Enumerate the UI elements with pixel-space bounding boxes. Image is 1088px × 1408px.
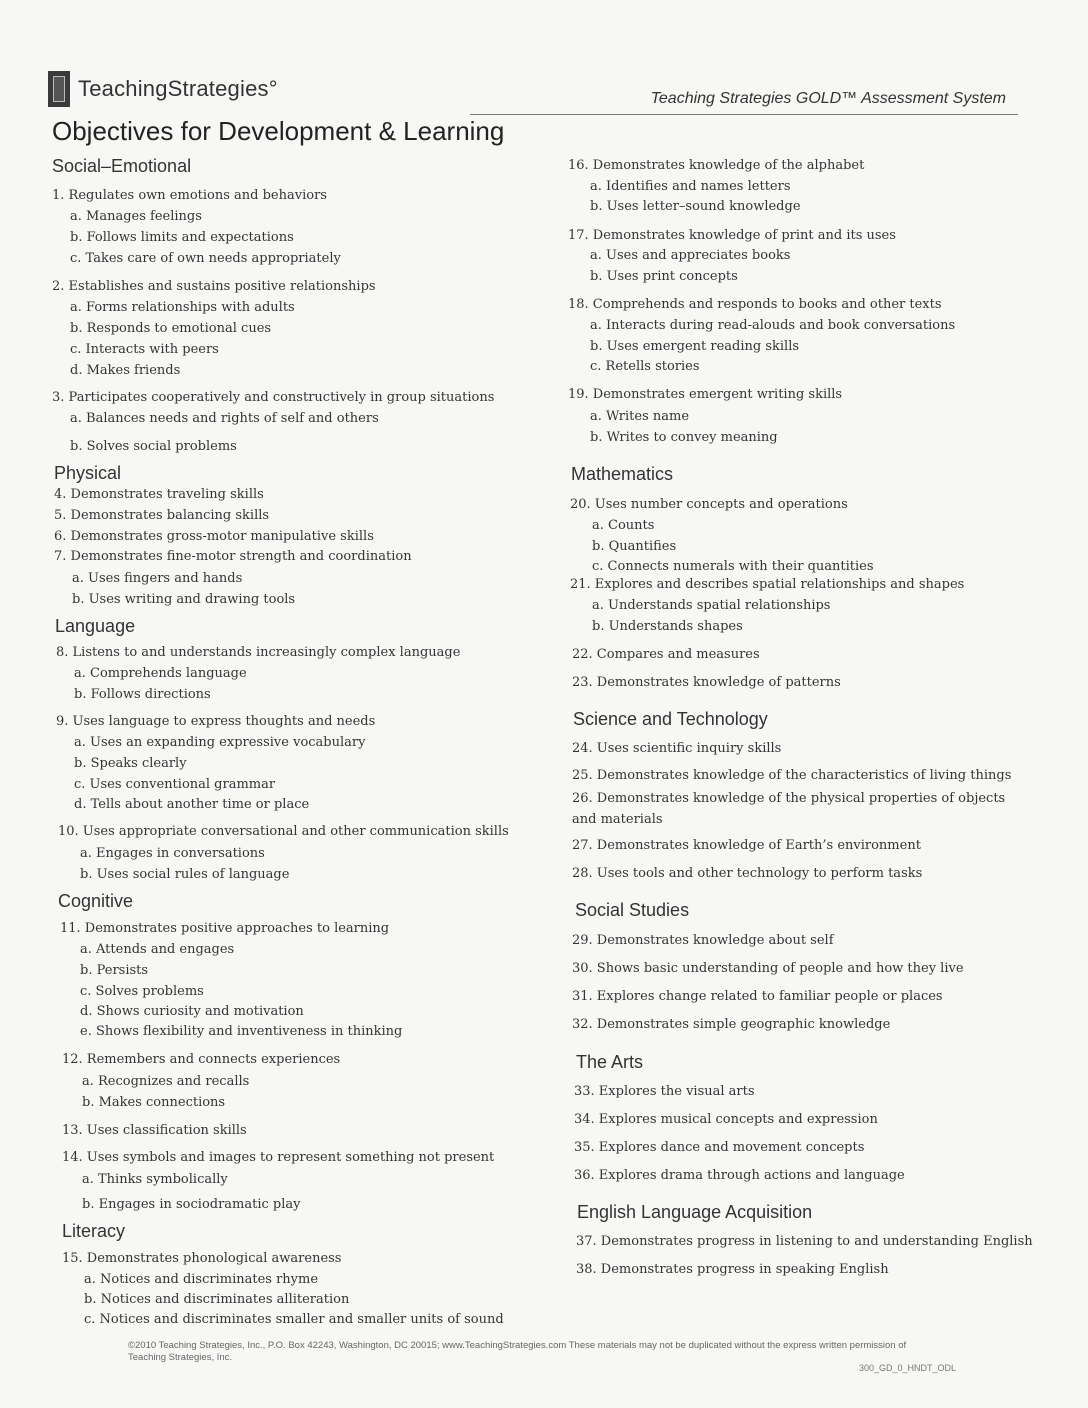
section-heading-physical: Physical — [54, 463, 122, 483]
objective-item: 12. Remembers and connects experiences — [62, 1052, 341, 1067]
system-title: Teaching Strategies GOLD™ Assessment System — [650, 90, 1006, 107]
header-divider — [470, 114, 1018, 115]
objective-subitem: d. Shows curiosity and motivation — [80, 1004, 304, 1019]
objective-subitem: b. Engages in sociodramatic play — [82, 1197, 301, 1212]
section-heading-social-emotional: Social–Emotional — [52, 156, 192, 176]
objective-subitem: b. Uses emergent reading skills — [590, 339, 800, 354]
objective-item: 21. Explores and describes spatial relationships and shapes — [570, 577, 965, 592]
objective-item: 14. Uses symbols and images to represent something not present — [62, 1150, 495, 1165]
objective-item: 23. Demonstrates knowledge of patterns — [572, 675, 841, 690]
objective-item: 35. Explores dance and movement concepts — [574, 1140, 865, 1155]
copyright-footer: ©2010 Teaching Strategies, Inc., P.O. Box 42243, Washington, DC 20015; www.TeachingStrategies.com These materials may not be duplicated without the express written permission of Teaching Strategies, Inc. — [128, 1340, 907, 1363]
objective-subitem: e. Shows flexibility and inventiveness in thinking — [80, 1024, 403, 1039]
objective-item: 33. Explores the visual arts — [574, 1084, 755, 1099]
objective-item: 17. Demonstrates knowledge of print and its uses — [568, 228, 896, 243]
objective-subitem: c. Uses conventional grammar — [74, 777, 276, 792]
objective-subitem: b. Notices and discriminates alliteration — [84, 1292, 350, 1307]
objective-subitem: a. Writes name — [590, 409, 690, 424]
objective-subitem: a. Thinks symbolically — [82, 1172, 228, 1187]
objective-item: 36. Explores drama through actions and language — [574, 1168, 905, 1183]
section-heading-mathematics: Mathematics — [571, 464, 674, 484]
section-heading-literacy: Literacy — [62, 1221, 126, 1241]
objective-subitem: b. Writes to convey meaning — [590, 430, 778, 445]
objective-subitem: b. Quantifies — [592, 539, 677, 554]
objective-item: 25. Demonstrates knowledge of the characteristics of living things — [572, 768, 1012, 783]
section-heading-social-studies: Social Studies — [575, 900, 690, 920]
objective-subitem: b. Uses writing and drawing tools — [72, 592, 296, 607]
objective-item: 9. Uses language to express thoughts and needs — [56, 714, 376, 729]
objective-item: 26. Demonstrates knowledge of the physical properties of objects and materials — [572, 791, 1006, 827]
objective-subitem: b. Follows limits and expectations — [70, 230, 294, 245]
objective-item: 38. Demonstrates progress in speaking English — [576, 1262, 889, 1277]
objective-subitem: b. Persists — [80, 963, 149, 978]
objective-item: 34. Explores musical concepts and expression — [574, 1112, 878, 1127]
objective-item: 32. Demonstrates simple geographic knowledge — [572, 1017, 891, 1032]
objective-subitem: d. Tells about another time or place — [74, 797, 310, 812]
objective-item: 3. Participates cooperatively and constructively in group situations — [52, 390, 495, 405]
objective-subitem: b. Speaks clearly — [74, 756, 187, 771]
objective-subitem: b. Understands shapes — [592, 619, 743, 634]
objective-subitem: c. Connects numerals with their quantities — [592, 559, 874, 574]
objective-subitem: a. Attends and engages — [80, 942, 235, 957]
page-title: Objectives for Development & Learning — [52, 116, 505, 146]
objective-subitem: c. Interacts with peers — [70, 342, 219, 357]
objective-item: 5. Demonstrates balancing skills — [54, 508, 270, 523]
objective-subitem: b. Solves social problems — [70, 439, 237, 454]
objective-item: 1. Regulates own emotions and behaviors — [52, 188, 327, 203]
section-heading-language: Language — [55, 616, 136, 636]
objective-item: 31. Explores change related to familiar people or places — [572, 989, 943, 1004]
objective-item: 30. Shows basic understanding of people and how they live — [572, 961, 964, 976]
teaching-strategies-logo — [48, 70, 278, 108]
objective-subitem: d. Makes friends — [70, 363, 181, 378]
logo-text: TeachingStrategies° — [78, 76, 278, 101]
objective-subitem: a. Counts — [592, 518, 655, 533]
objective-item: 15. Demonstrates phonological awareness — [62, 1251, 342, 1266]
section-heading-cognitive: Cognitive — [58, 891, 134, 911]
objective-subitem: b. Uses letter–sound knowledge — [590, 199, 801, 214]
objective-item: 10. Uses appropriate conversational and other communication skills — [58, 824, 509, 839]
objective-subitem: c. Notices and discriminates smaller and smaller units of sound — [84, 1312, 504, 1327]
objective-subitem: a. Notices and discriminates rhyme — [84, 1272, 319, 1287]
objective-item: 19. Demonstrates emergent writing skills — [568, 387, 843, 402]
objective-subitem: b. Makes connections — [82, 1095, 226, 1110]
objective-item: 18. Comprehends and responds to books and other texts — [568, 297, 942, 312]
objective-subitem: a. Balances needs and rights of self and others — [70, 411, 379, 426]
objective-subitem: a. Manages feelings — [70, 209, 202, 224]
objective-item: 28. Uses tools and other technology to perform tasks — [572, 866, 923, 881]
objective-subitem: a. Interacts during read-alouds and book conversations — [590, 318, 956, 333]
objective-subitem: b. Uses print concepts — [590, 269, 738, 284]
objective-item: 27. Demonstrates knowledge of Earth’s environment — [572, 838, 921, 853]
objective-subitem: a. Uses and appreciates books — [590, 248, 791, 263]
objective-subitem: b. Responds to emotional cues — [70, 321, 272, 336]
objective-subitem: a. Recognizes and recalls — [82, 1074, 250, 1089]
objective-subitem: a. Forms relationships with adults — [70, 300, 295, 315]
objective-item: 22. Compares and measures — [572, 647, 760, 662]
objective-subitem: a. Engages in conversations — [80, 846, 265, 861]
objective-subitem: b. Follows directions — [74, 687, 211, 702]
objective-item: 4. Demonstrates traveling skills — [54, 487, 264, 502]
objective-subitem: a. Identifies and names letters — [590, 179, 791, 194]
door-logo-icon — [48, 71, 70, 107]
objective-item: 29. Demonstrates knowledge about self — [572, 933, 834, 948]
objective-subitem: a. Comprehends language — [74, 666, 247, 681]
objective-subitem: b. Uses social rules of language — [80, 867, 290, 882]
objective-item: 24. Uses scientific inquiry skills — [572, 741, 782, 756]
objective-item: 16. Demonstrates knowledge of the alphabet — [568, 158, 865, 173]
objective-item: 8. Listens to and understands increasingly complex language — [56, 645, 461, 660]
section-heading-science-technology: Science and Technology — [573, 709, 768, 729]
objective-item: 7. Demonstrates fine-motor strength and coordination — [54, 549, 412, 564]
objective-subitem: a. Uses fingers and hands — [72, 571, 243, 586]
objective-item: 37. Demonstrates progress in listening to and understanding English — [576, 1234, 1033, 1249]
section-heading-english-language-acquisition: English Language Acquisition — [577, 1202, 813, 1222]
objective-item: 20. Uses number concepts and operations — [570, 497, 848, 512]
objective-item: 11. Demonstrates positive approaches to learning — [60, 921, 390, 936]
section-heading-the-arts: The Arts — [576, 1052, 644, 1072]
objective-subitem: a. Uses an expanding expressive vocabulary — [74, 735, 366, 750]
objective-item: 13. Uses classification skills — [62, 1123, 247, 1138]
document-code: 300_GD_0_HNDT_ODL — [858, 1363, 956, 1373]
objective-subitem: c. Retells stories — [590, 359, 700, 374]
objective-subitem: c. Takes care of own needs appropriately — [70, 251, 341, 266]
objective-subitem: a. Understands spatial relationships — [592, 598, 831, 613]
objective-subitem: c. Solves problems — [80, 984, 204, 999]
objective-item: 6. Demonstrates gross-motor manipulative skills — [54, 529, 374, 544]
objective-item: 2. Establishes and sustains positive relationships — [52, 279, 376, 294]
